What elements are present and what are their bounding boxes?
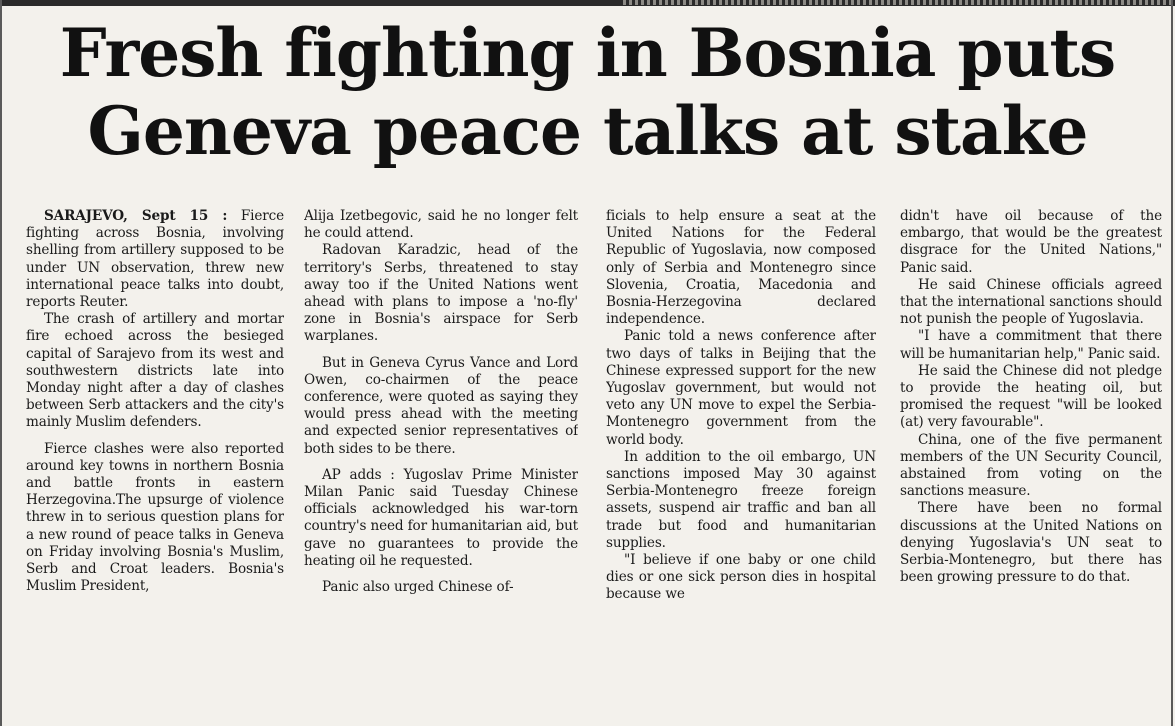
headline [0, 14, 1175, 170]
article-paragraph: He said the Chinese did not pledge to provide the heating oil, but promised the request "will be looked (at) very favourable". [900, 362, 1162, 431]
article-paragraph: "I have a commitment that there will be humanitarian help," Panic said. [900, 328, 1162, 362]
top-rule-texture [620, 0, 1175, 5]
article-column-3 [606, 208, 876, 718]
article-paragraph: Panic told a news conference after two days of talks in Beijing that the Chinese expressed support for the new Yugoslav government, but would not veto any UN move to expel the Serbia-Montenegro government from the world body. [606, 328, 876, 448]
article-paragraph: "I believe if one baby or one child dies or one sick person dies in hospital because we [606, 552, 876, 603]
article-paragraph: ficials to help ensure a seat at the United Nations for the Federal Republic of Yugoslavia, now composed only of Serbia and Montenegro since Slovenia, Croatia, Macedonia and Bosnia-Herzegovina declared independence. [606, 208, 876, 328]
headline-line-2: Geneva peace talks at stake [87, 92, 1088, 170]
article-column-2 [304, 208, 578, 718]
article-paragraph: Radovan Karadzic, head of the territory's Serbs, threatened to stay away too if the United Nations went ahead with plans to impose a 'no-fly' zone in Bosnia's airspace for Serb warplanes. [304, 242, 578, 345]
article-paragraph: didn't have oil because of the embargo, that would be the greatest disgrace for the United Nations," Panic said. [900, 208, 1162, 276]
article-paragraph: Alija Izetbegovic, said he no longer felt he could attend. [304, 208, 578, 242]
article-paragraph: There have been no formal discussions at the United Nations on denying Yugoslavia's UN seat to Serbia-Montenegro, but there has been growing pressure to do that. [900, 500, 1162, 586]
article-column-4 [900, 208, 1162, 718]
article-paragraph: AP adds : Yugoslav Prime Minister Milan Panic said Tuesday Chinese officials acknowledged his war-torn country's need for humanitarian aid, but gave no guarantees to provide the heating oil he requested. [304, 466, 578, 569]
article-paragraph: But in Geneva Cyrus Vance and Lord Owen, co-chairmen of the peace conference, were quoted as saying they would press ahead with the meeting and expected senior representatives of both sides to be there. [304, 354, 578, 457]
article-column-1 [26, 208, 284, 718]
article-paragraph: SARAJEVO, Sept 15 : Fierce fighting across Bosnia, involving shelling from artillery supposed to be under UN observation, threw new international peace talks into doubt, reports Reuter. [26, 208, 284, 311]
article-paragraph: He said Chinese officials agreed that the international sanctions should not punish the people of Yugoslavia. [900, 276, 1162, 328]
article-paragraph: In addition to the oil embargo, UN sanctions imposed May 30 against Serbia-Montenegro freeze foreign assets, suspend air traffic and ban all trade but food and humanitarian supplies. [606, 448, 876, 551]
article-paragraph: The crash of artillery and mortar fire echoed across the besieged capital of Sarajevo from its west and southwestern districts late into Monday night after a day of clashes between Serb attackers and the city's mainly Muslim defenders. [26, 311, 284, 431]
headline-line-1: Fresh fighting in Bosnia puts [59, 14, 1116, 92]
article-paragraph: Fierce clashes were also reported around key towns in northern Bosnia and battle fronts in eastern Herzegovina.The upsurge of violence threw in to serious question plans for a new round of peace talks in Geneva on Friday involving Bosnia's Muslim, Serb and Croat leaders. Bosnia's Muslim President, [26, 440, 284, 595]
article-paragraph: Panic also urged Chinese of- [322, 579, 514, 596]
article-paragraph: China, one of the five permanent members of the UN Security Council, abstained from voting on the sanctions measure. [900, 431, 1162, 500]
dateline: SARAJEVO, Sept 15 : [44, 208, 228, 224]
